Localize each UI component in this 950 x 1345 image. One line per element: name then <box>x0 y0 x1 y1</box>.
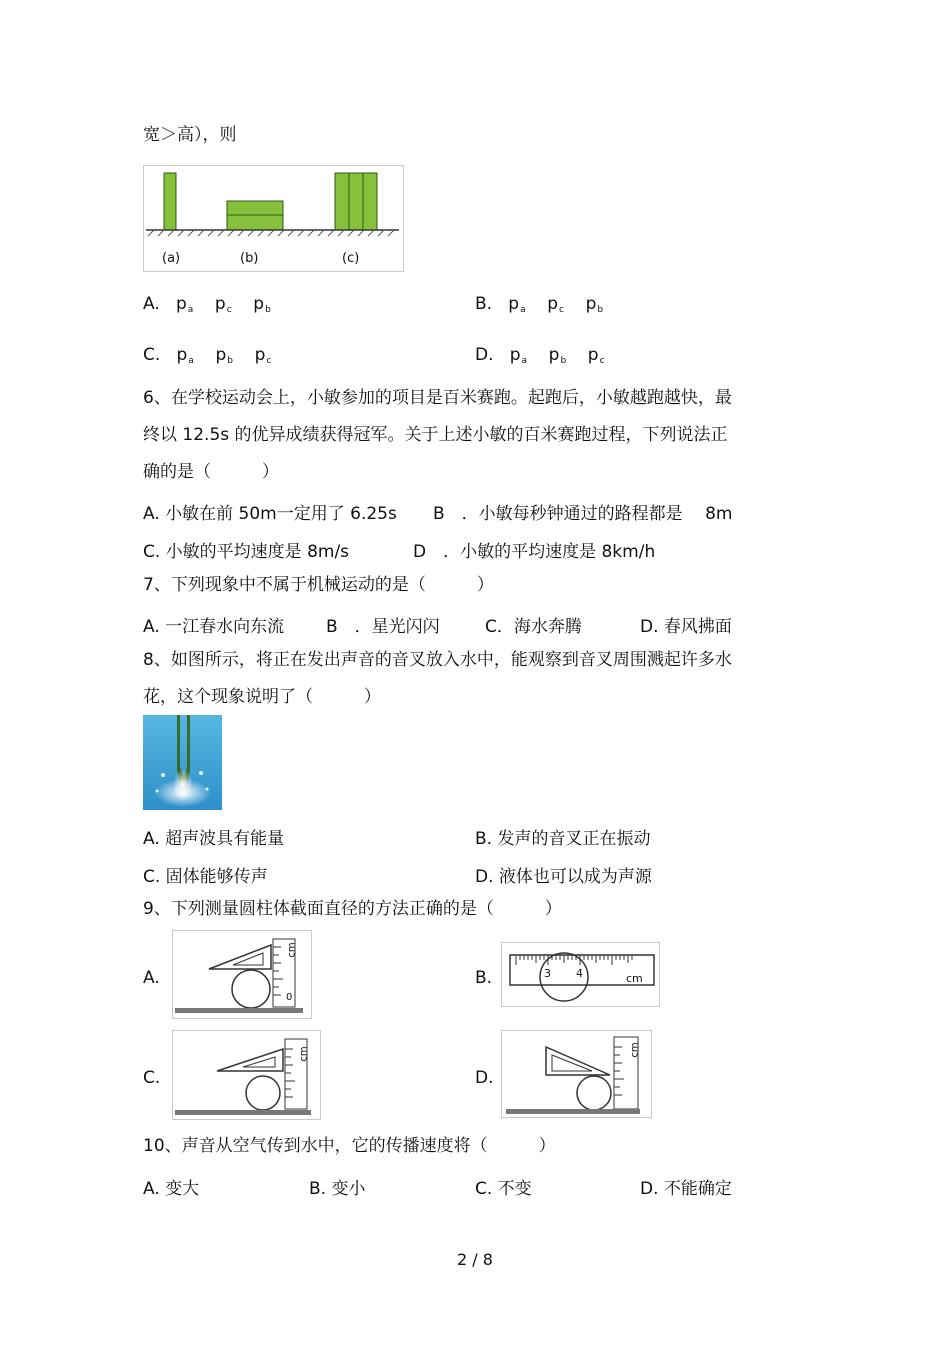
q10-option-c[interactable]: C. 不变 <box>475 1179 532 1199</box>
q5-option-c[interactable]: C. $p_a$ $p_b$ $p_c$ <box>143 345 272 366</box>
q9b-cm-label: cm <box>626 972 643 985</box>
q5-options-row1 <box>143 294 783 316</box>
q8-stem-line1: 8、如图所示，将正在发出声音的音叉放入水中，能观察到音叉周围溅起许多水 <box>143 650 732 670</box>
q6-options-row1 <box>143 499 783 524</box>
q9-label-b[interactable]: B. <box>475 968 493 988</box>
tuning-fork-water-photo <box>143 715 222 810</box>
q9b-scale-4: 4 <box>576 967 583 980</box>
page-number: 2 / 8 <box>457 1250 493 1269</box>
q6-option-c[interactable]: C. 小敏的平均速度是 8m/s <box>143 542 350 562</box>
q9a-zero-label: 0 <box>286 992 293 1003</box>
q9-label-c[interactable]: C. <box>143 1068 161 1088</box>
blocks-drawing <box>144 166 403 271</box>
q5-option-d[interactable]: D. $p_a$ $p_b$ $p_c$ <box>475 345 605 366</box>
q5-option-a[interactable]: A. $p_a$ $p_c$ $p_b$ <box>143 294 271 315</box>
method-c-drawing <box>173 1031 320 1119</box>
q5-options-row2 <box>143 345 783 367</box>
q6-option-d[interactable]: D ．小敏的平均速度是 8km/h <box>413 542 656 562</box>
q10-option-b[interactable]: B. 变小 <box>309 1179 366 1199</box>
q8-options-row1 <box>143 824 783 849</box>
q9-figure-b <box>501 942 660 1007</box>
q7-option-d[interactable]: D. 春风拂面 <box>640 617 732 637</box>
q8-options-row2 <box>143 862 783 887</box>
q8-option-a[interactable]: A. 超声波具有能量 <box>143 829 285 849</box>
q9-label-a[interactable]: A. <box>143 968 160 988</box>
q7-options-row <box>143 612 783 637</box>
q6-option-a[interactable]: A. 小敏在前 50m一定用了 6.25s <box>143 504 397 524</box>
q9-label-d[interactable]: D. <box>475 1068 494 1088</box>
fig-label-b: (b) <box>240 251 259 266</box>
q5-tail-text: 宽＞高），则 <box>143 125 237 145</box>
q8-stem-line2: 花，这个现象说明了（ ） <box>143 687 381 707</box>
q9a-cm-label: cm <box>286 942 298 958</box>
q6-stem-line1: 6、在学校运动会上，小敏参加的项目是百米赛跑。起跑后，小敏越跑越快，最 <box>143 388 732 408</box>
q6-options-row2 <box>143 537 783 562</box>
q6-stem-line3: 确的是（ ） <box>143 462 279 482</box>
q6-option-b[interactable]: B ．小敏每秒钟通过的路程都是 8m <box>433 504 733 524</box>
q8-option-b[interactable]: B. 发声的音叉正在振动 <box>475 829 651 849</box>
q8-option-c[interactable]: C. 固体能够传声 <box>143 867 268 887</box>
q10-options-row <box>143 1174 783 1199</box>
q5-option-b[interactable]: B. $p_a$ $p_c$ $p_b$ <box>475 294 604 315</box>
q9-stem: 9、下列测量圆柱体截面直径的方法正确的是（ ） <box>143 899 562 919</box>
q7-stem: 7、下列现象中不属于机械运动的是（ ） <box>143 575 494 595</box>
fig-label-a: (a) <box>162 251 181 266</box>
q7-option-b[interactable]: B ．星光闪闪 <box>326 617 440 637</box>
q9d-cm-label: cm <box>629 1042 641 1058</box>
q10-option-d[interactable]: D. 不能确定 <box>640 1179 732 1199</box>
q9c-cm-label: cm <box>298 1046 310 1062</box>
q9b-scale-3: 3 <box>544 967 551 980</box>
q6-stem-line2: 终以 12.5s 的优异成绩获得冠军。关于上述小敏的百米赛跑过程，下列说法正 <box>143 425 728 445</box>
q7-option-a[interactable]: A. 一江春水向东流 <box>143 617 285 637</box>
q9-figure-a <box>172 930 312 1019</box>
q9-figure-c <box>172 1030 321 1120</box>
q10-option-a[interactable]: A. 变大 <box>143 1179 200 1199</box>
q9-figure-d <box>501 1030 652 1118</box>
q10-stem: 10、声音从空气传到水中，它的传播速度将（ ） <box>143 1136 556 1156</box>
q7-option-c[interactable]: C．海水奔腾 <box>485 617 582 637</box>
fig-label-c: (c) <box>342 251 360 266</box>
q8-option-d[interactable]: D. 液体也可以成为声源 <box>475 867 652 887</box>
q5-blocks-figure <box>143 165 404 272</box>
tuning-fork-splash-drawing <box>143 715 222 810</box>
